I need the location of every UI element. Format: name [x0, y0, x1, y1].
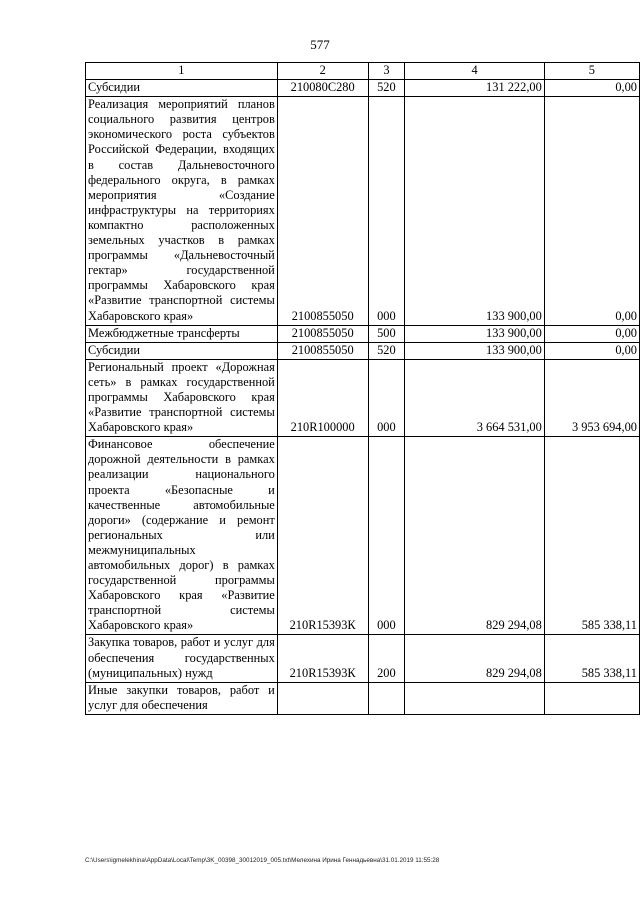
row-sum-1: 829 294,08	[405, 635, 545, 682]
table-row	[86, 635, 640, 682]
row-sum-2: 0,00	[544, 342, 639, 359]
header-cell: 5	[544, 63, 639, 80]
header-cell: 1	[86, 63, 278, 80]
row-kind: 520	[368, 342, 405, 359]
header-cell: 2	[277, 63, 368, 80]
budget-table	[85, 62, 640, 715]
row-sum-1: 133 900,00	[405, 325, 545, 342]
row-code: 210R15393К	[277, 635, 368, 682]
row-sum-2	[544, 682, 639, 714]
row-kind: 200	[368, 635, 405, 682]
row-kind: 000	[368, 97, 405, 325]
row-sum-1: 829 294,08	[405, 437, 545, 635]
row-code: 210R100000	[277, 359, 368, 436]
row-code: 210080С280	[277, 80, 368, 97]
row-kind: 520	[368, 80, 405, 97]
row-sum-2: 3 953 694,00	[544, 359, 639, 436]
row-code: 2100855050	[277, 325, 368, 342]
row-code	[277, 682, 368, 714]
row-sum-1: 133 900,00	[405, 342, 545, 359]
row-sum-2: 585 338,11	[544, 437, 639, 635]
row-name: Субсидии	[86, 80, 278, 97]
table-row	[86, 325, 640, 342]
row-name: Реализация мероприятий планов социального развития центров экономического роста субъектов Российской Федерации, входящих в состав Дальневосточного федерального округа, в рамках мероприятия «Создание инфраструктуры на территориях компактно расположенных земельных участков в рамках программы «Дальневосточный гектар» государственной программы Хабаровского края «Развитие транспортной системы Хабаровского края»	[86, 97, 278, 325]
row-sum-1: 131 222,00	[405, 80, 545, 97]
row-name: Финансовое обеспечение дорожной деятельности в рамках реализации национального проекта «Безопасные и качественные автомобильные дороги» (содержание и ремонт региональных или межмуниципальных автомобильных дорог) в рамках государственной программы Хабаровского края «Развитие транспортной системы Хабаровского края»	[86, 437, 278, 635]
row-code: 2100855050	[277, 97, 368, 325]
page-number: 577	[310, 37, 330, 52]
row-kind: 500	[368, 325, 405, 342]
row-name: Межбюджетные трансферты	[86, 325, 278, 342]
table-row	[86, 359, 640, 436]
row-kind	[368, 682, 405, 714]
row-code: 2100855050	[277, 342, 368, 359]
header-cell: 4	[405, 63, 545, 80]
row-name: Иные закупки товаров, работ и услуг для обеспечения	[86, 682, 278, 714]
table-row	[86, 97, 640, 325]
header-cell: 3	[368, 63, 405, 80]
row-sum-1: 133 900,00	[405, 97, 545, 325]
row-sum-1: 3 664 531,00	[405, 359, 545, 436]
row-name: Субсидии	[86, 342, 278, 359]
row-kind: 000	[368, 437, 405, 635]
table-header-row	[86, 63, 640, 80]
row-sum-2: 585 338,11	[544, 635, 639, 682]
file-path-footer: C:\Users\igmelekhina\AppData\Local\Temp\3K_00398_30012019_005.txt\Мелехина Ирина Геннадьевна\31.01.2019 11:55:28	[85, 857, 440, 864]
row-kind: 000	[368, 359, 405, 436]
row-code: 210R15393К	[277, 437, 368, 635]
row-sum-2: 0,00	[544, 80, 639, 97]
table-row	[86, 342, 640, 359]
row-sum-2: 0,00	[544, 325, 639, 342]
table-row	[86, 437, 640, 635]
row-name: Закупка товаров, работ и услуг для обеспечения государственных (муниципальных) нужд	[86, 635, 278, 682]
table-row	[86, 682, 640, 714]
row-sum-1	[405, 682, 545, 714]
row-sum-2: 0,00	[544, 97, 639, 325]
table-row	[86, 80, 640, 97]
row-name: Региональный проект «Дорожная сеть» в рамках государственной программы Хабаровского края «Развитие транспортной системы Хабаровского края»	[86, 359, 278, 436]
